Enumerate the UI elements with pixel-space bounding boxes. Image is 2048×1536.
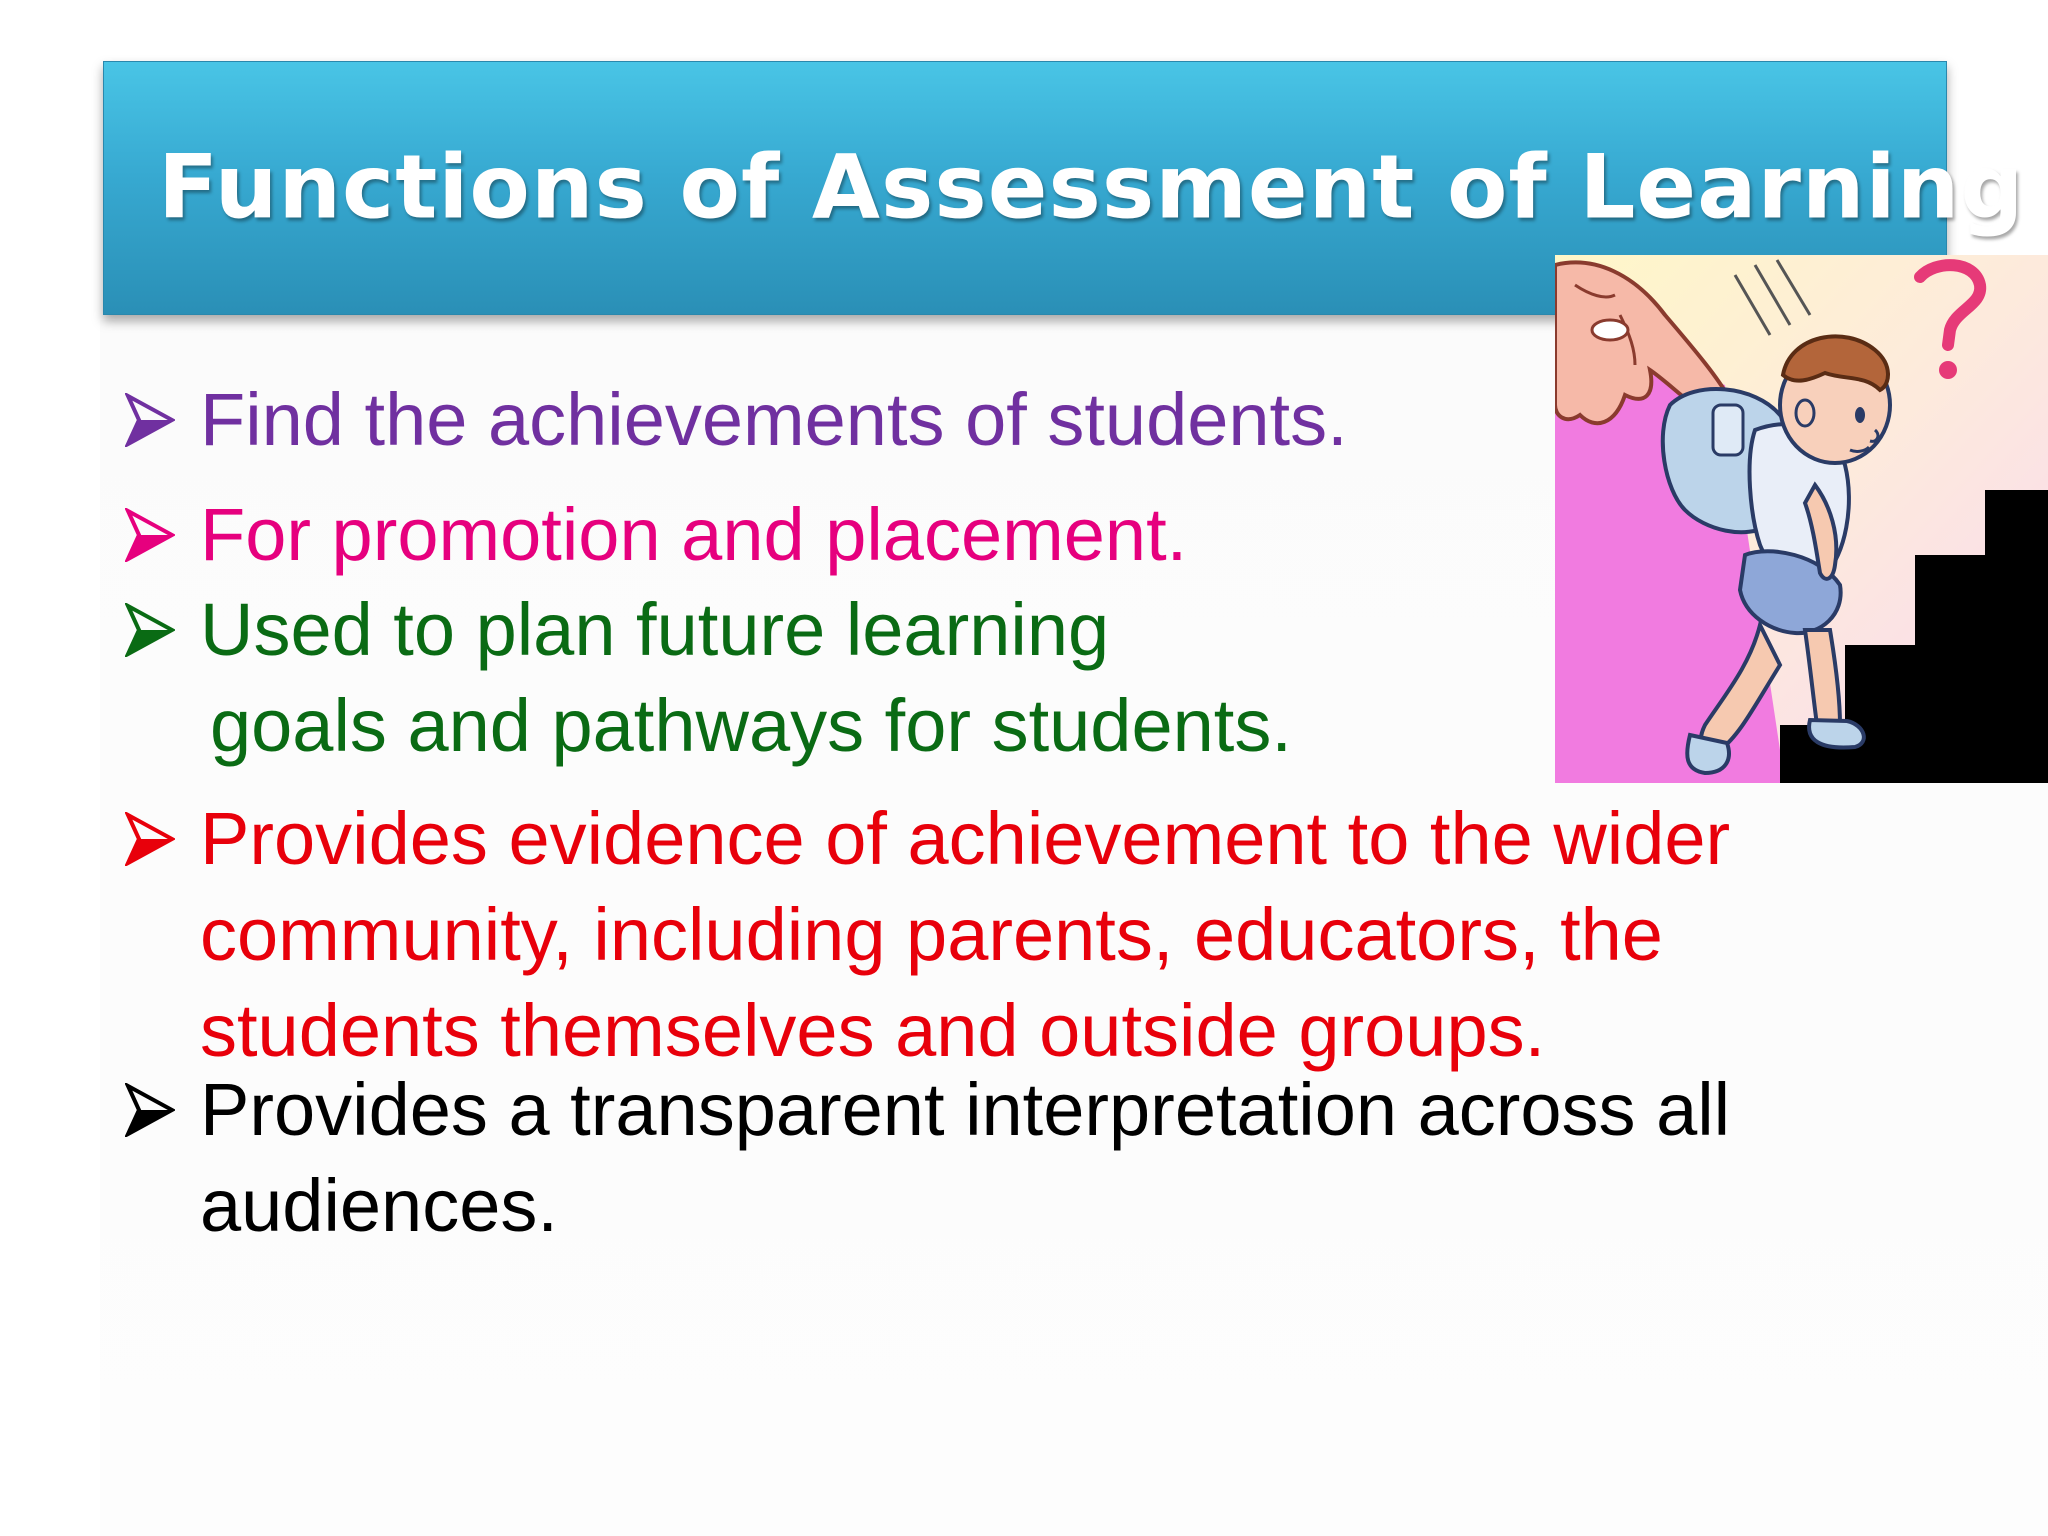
student-climbing-stairs-illustration — [1555, 255, 2048, 783]
bullet-text-continued: audiences. — [200, 1164, 558, 1247]
bullet-text-continued: community, including parents, educators, the — [200, 893, 1663, 976]
bullet-text: Provides a transparent interpretation across all — [200, 1068, 1731, 1151]
bullet-text-continued: goals and pathways for students. — [210, 684, 1292, 767]
arrow-bullet-icon — [125, 812, 175, 866]
slide-title: Functions of Assessment of Learning — [158, 135, 2025, 239]
arrow-bullet-icon — [125, 1083, 175, 1137]
arrow-bullet-icon — [125, 508, 175, 562]
bullet-text: Find the achievements of students. — [200, 378, 1348, 461]
bullet-text: Used to plan future learning — [200, 588, 1110, 671]
bullet-text: For promotion and placement. — [200, 493, 1188, 576]
arrow-bullet-icon — [125, 603, 175, 657]
bullet-text: Provides evidence of achievement to the wider — [200, 797, 1731, 880]
bullet-text-continued: students themselves and outside groups. — [200, 989, 1546, 1072]
arrow-bullet-icon — [125, 393, 175, 447]
